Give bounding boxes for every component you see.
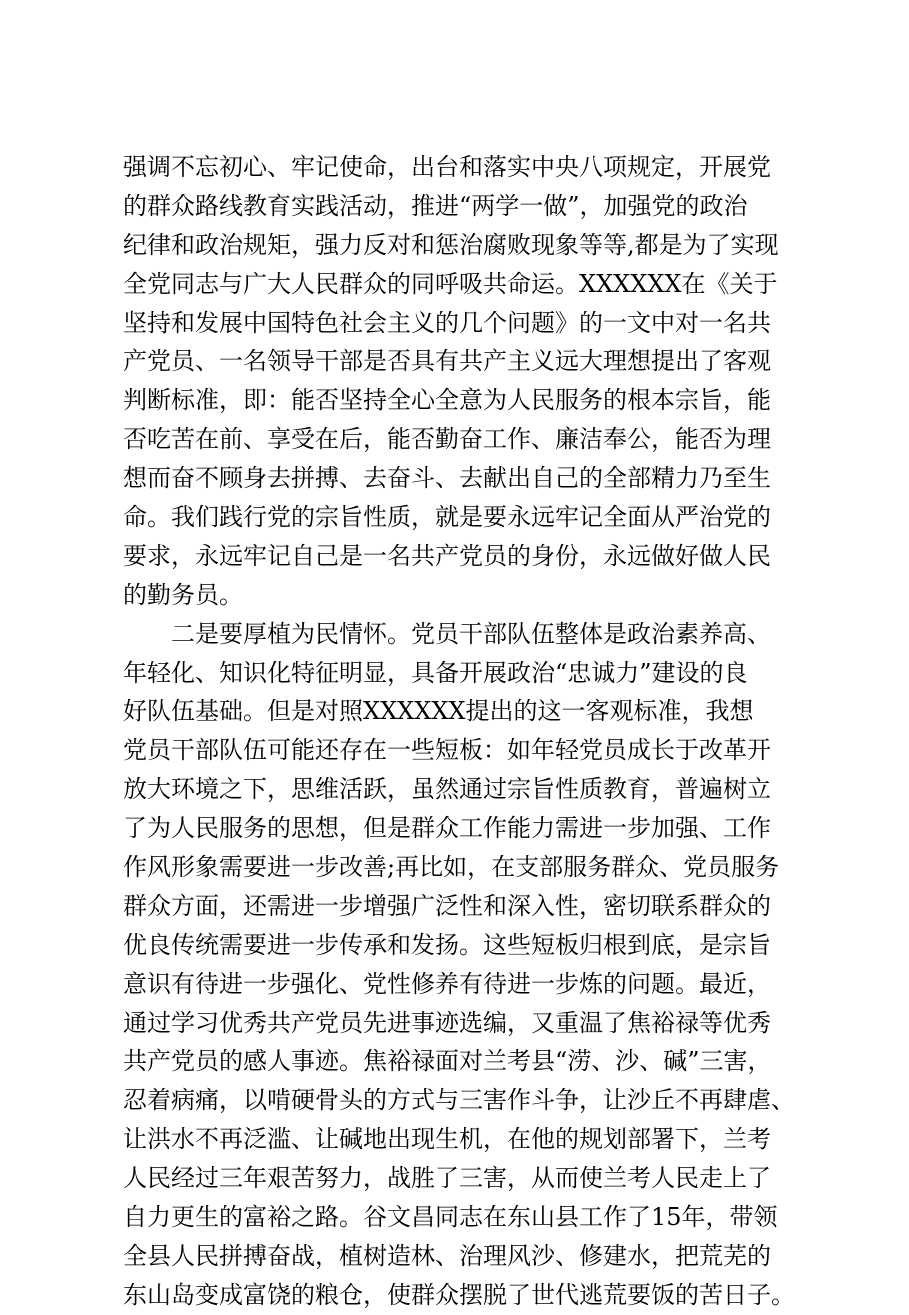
text-line: 强调不忘初心、牢记使命，出台和落实中央八项规定，开展党 (123, 153, 771, 181)
text-line: 全县人民拼搏奋战，植树造林、治理风沙、修建水，把荒芜的 (123, 1241, 771, 1270)
text-line: 产党员、一名领导干部是否具有共产主义远大理想提出了客观 (123, 347, 771, 376)
text-line: 判断标准，即：能否坚持全心全意为人民服务的根本宗旨，能 (123, 386, 771, 415)
text-line: 否吃苦在前、享受在后，能否勤奋工作、廉洁奉公，能否为理 (123, 425, 771, 454)
text-line: 纪律和政治规矩，强力反对和惩治腐败现象等等,都是为了实现 (123, 230, 779, 259)
text-line: 人民经过三年艰苦努力，战胜了三害，从而使兰考人民走上了 (123, 1164, 771, 1193)
body-text (123, 148, 803, 1315)
text-line: 坚持和发展中国特色社会主义的几个问题》的一文中对一名共 (123, 308, 771, 337)
text-line: 意识有待进一步强化、党性修养有待进一步炼的问题。最近， (123, 969, 771, 998)
text-line: 作风形象需要进一步改善;再比如，在支部服务群众、党员服务 (123, 853, 780, 882)
text-line: 年轻化、知识化特征明显，具备开展政治“忠诚力”建设的良 (123, 658, 748, 687)
text-line: 全党同志与广大人民群众的同呼吸共命运。XXXXXX在《关于 (123, 269, 778, 298)
text-line: 优良传统需要进一步传承和发扬。这些短板归根到底，是宗旨 (123, 930, 771, 959)
text-line: 放大环境之下，思维活跃，虽然通过宗旨性质教育，普遍树立 (123, 775, 771, 804)
text-line: 的群众路线教育实践活动，推进“两学一做”，加强党的政治 (123, 191, 748, 220)
text-line: 要求，永远牢记自己是一名共产党员的身份，永远做好做人民 (123, 541, 771, 570)
text-line: 群众方面，还需进一步增强广泛性和深入性，密切联系群众的 (123, 891, 771, 920)
text-line: 自力更生的富裕之路。谷文昌同志在东山县工作了15年，带领 (123, 1203, 778, 1232)
text-line: 命。我们践行党的宗旨性质，就是要永远牢记全面从严治党的 (123, 503, 771, 532)
text-line: 通过学习优秀共产党员先进事迹选编，又重温了焦裕禄等优秀 (123, 1008, 771, 1037)
text-line: 的勤务员。 (123, 580, 243, 609)
text-line: 好队伍基础。但是对照XXXXXX提出的这一客观标准，我想 (123, 697, 754, 726)
text-line: 让洪水不再泛滥、让碱地出现生机，在他的规划部署下，兰考 (123, 1125, 771, 1154)
paragraph-start-line: 二是要厚植为民情怀。党员干部队伍整体是政治素养高、 (123, 619, 771, 648)
text-line: 党员干部队伍可能还存在一些短板：如年轻党员成长于改革开 (123, 736, 771, 765)
text-line: 了为人民服务的思想，但是群众工作能力需进一步加强、工作 (123, 814, 771, 843)
text-line: 忍着病痛，以啃硬骨头的方式与三害作斗争，让沙丘不再肆虐、 (123, 1086, 795, 1115)
text-line: 共产党员的感人事迹。焦裕禄面对兰考县“涝、沙、碱”三害， (123, 1047, 772, 1076)
text-line: 想而奋不顾身去拼搏、去奋斗、去献出自己的全部精力乃至生 (123, 464, 771, 493)
text-line: 东山岛变成富饶的粮仓，使群众摆脱了世代逃荒要饭的苦日子。 (123, 1280, 795, 1309)
